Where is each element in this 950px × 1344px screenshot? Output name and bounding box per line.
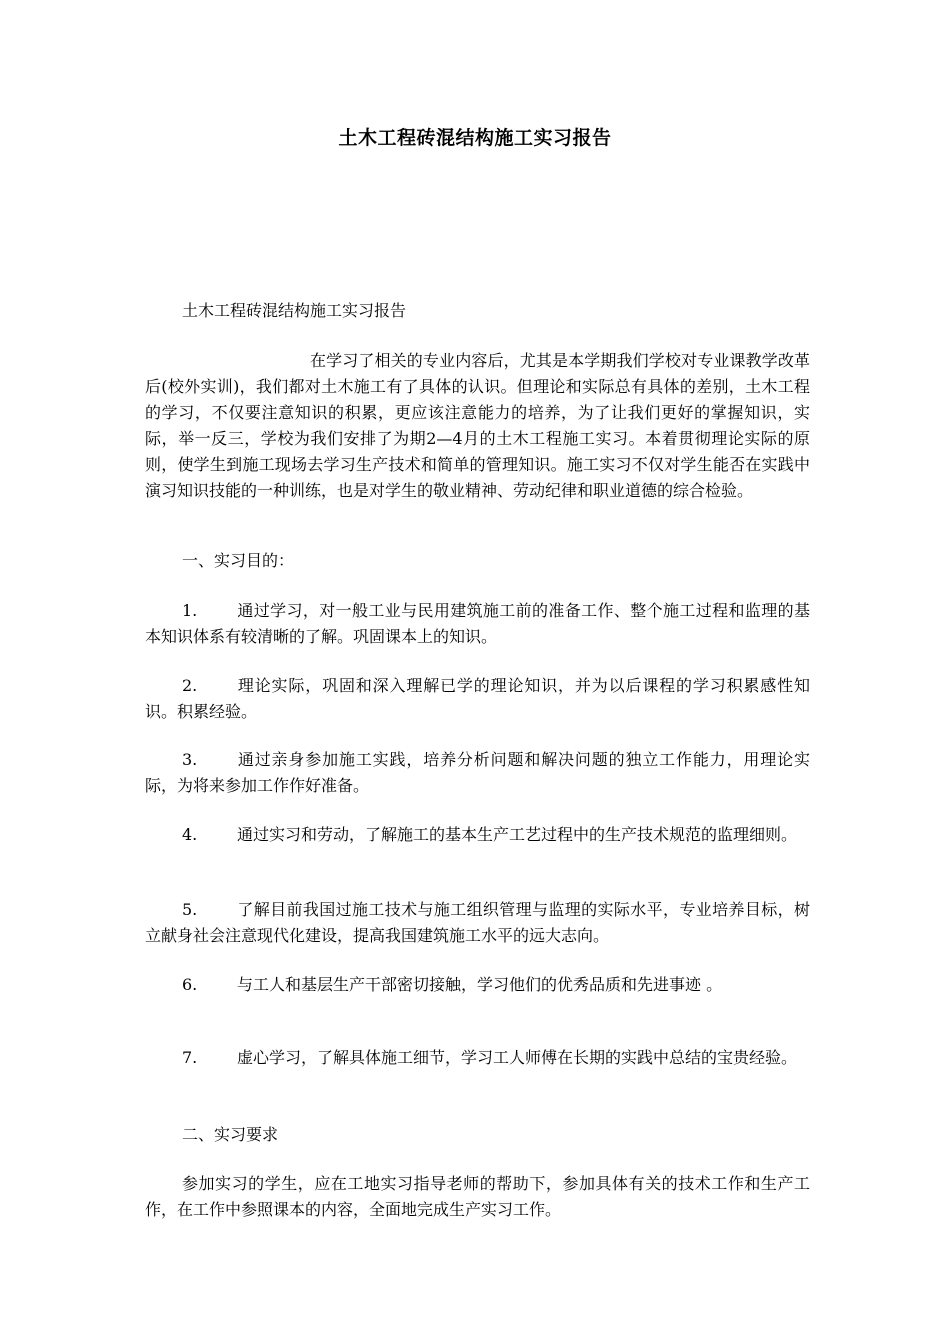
list-item-text: 通过亲身参加施工实践，培养分析问题和解决问题的独立工作能力，用理论实际，为将来参加工作作好准备。	[145, 750, 810, 795]
requirements-paragraph: 参加实习的学生，应在工地实习指导老师的帮助下，参加具体有关的技术工作和生产工作，在工作中参照课本的内容，全面地完成生产实习工作。	[145, 1174, 810, 1219]
list-item-text: 虚心学习，了解具体施工细节，学习工人师傅在长期的实践中总结的宝贵经验。	[237, 1048, 798, 1067]
list-item-text: 理论实际，巩固和深入理解已学的理论知识，并为以后课程的学习积累感性知识。积累经验。	[145, 676, 810, 721]
list-item-number: 3.	[182, 750, 198, 769]
list-item-number: 2.	[182, 676, 198, 695]
list-item-number: 5.	[182, 900, 198, 919]
intro-paragraph: 在学习了相关的专业内容后，尤其是本学期我们学校对专业课教学改革后(校外实训)，我们都对土木施工有了具体的认识。但理论和实际总有具体的差别，土木工程的学习，不仅要注意知识的积累，更应该注意能力的培养，为了让我们更好的掌握知识，实际，举一反三，学校为我们安排了为期2—4月的土木工程施工实习。本着贯彻理论实际的原则，使学生到施工现场去学习生产技术和简单的管理知识。施工实习不仅对学生能否在实践中演习知识技能的一种训练，也是对学生的敬业精神、劳动纪律和职业道德的综合检验。	[145, 351, 810, 500]
document-subtitle: 土木工程砖混结构施工实习报告	[182, 301, 407, 320]
list-item-number: 6.	[182, 975, 198, 994]
list-item-number: 4.	[182, 825, 198, 844]
document-title: 土木工程砖混结构施工实习报告	[338, 127, 612, 149]
section-heading-requirements: 二、实习要求	[182, 1125, 279, 1144]
list-item-number: 1.	[182, 601, 198, 620]
list-item	[145, 972, 810, 998]
list-item	[145, 747, 810, 799]
list-item	[145, 1045, 810, 1071]
section-heading-purpose: 一、实习目的：	[182, 551, 295, 570]
list-item-text: 通过实习和劳动，了解施工的基本生产工艺过程中的生产技术规范的监理细则。	[237, 825, 798, 844]
list-item-text: 通过学习，对一般工业与民用建筑施工前的准备工作、整个施工过程和监理的基本知识体系有较清晰的了解。巩固课本上的知识。	[145, 601, 810, 646]
list-item	[145, 822, 810, 848]
list-item-text: 与工人和基层生产干部密切接触，学习他们的优秀品质和先进事迹 。	[237, 975, 723, 994]
list-item	[145, 673, 810, 725]
list-item	[145, 598, 810, 650]
list-item-text: 了解目前我国过施工技术与施工组织管理与监理的实际水平，专业培养目标，树立献身社会注意现代化建设，提高我国建筑施工水平的远大志向。	[145, 900, 810, 945]
list-item-number: 7.	[182, 1048, 198, 1067]
list-item	[145, 897, 810, 949]
